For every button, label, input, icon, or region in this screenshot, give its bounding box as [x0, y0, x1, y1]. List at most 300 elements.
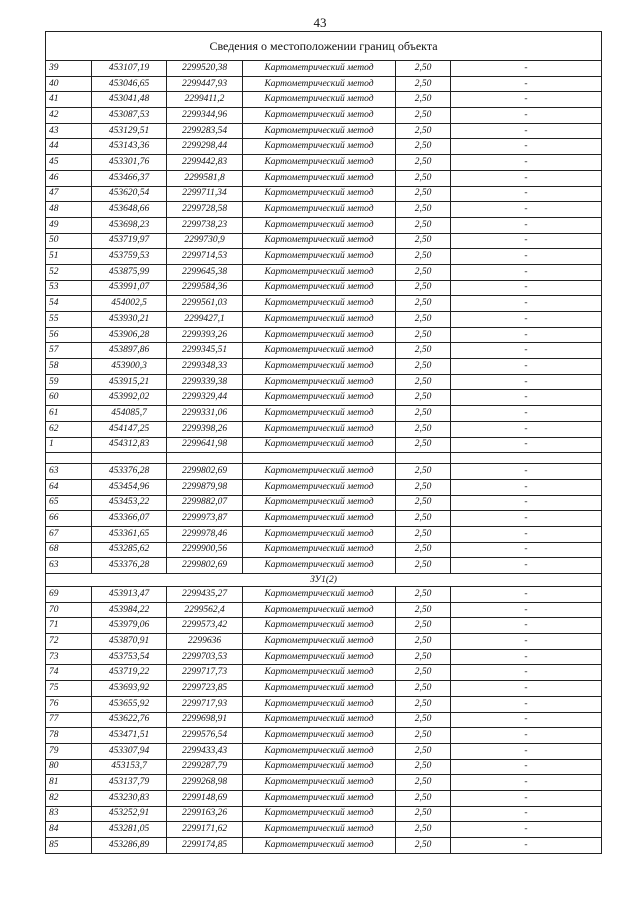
- table-row: [46, 681, 602, 697]
- spacer-row: [46, 453, 602, 464]
- precision-cell: 2,50: [396, 312, 451, 328]
- y-coordinate-cell: 2299442,83: [167, 155, 243, 171]
- x-coordinate-cell: 453698,23: [92, 217, 167, 233]
- table-row: [46, 374, 602, 390]
- precision-cell: 2,50: [396, 421, 451, 437]
- precision-cell: 2,50: [396, 139, 451, 155]
- point-number-cell: 67: [46, 526, 92, 542]
- precision-cell: 2,50: [396, 264, 451, 280]
- x-coordinate-cell: 453984,22: [92, 602, 167, 618]
- precision-cell: 2,50: [396, 406, 451, 422]
- point-number-cell: 85: [46, 838, 92, 854]
- y-coordinate-cell: 2299645,38: [167, 264, 243, 280]
- description-cell: -: [451, 217, 602, 233]
- description-cell: -: [451, 587, 602, 603]
- description-cell: -: [451, 822, 602, 838]
- precision-cell: 2,50: [396, 681, 451, 697]
- x-coordinate-cell: 453230,83: [92, 790, 167, 806]
- method-cell: Картометрический метод: [243, 139, 396, 155]
- method-cell: Картометрический метод: [243, 76, 396, 92]
- y-coordinate-cell: 2299331,06: [167, 406, 243, 422]
- description-cell: -: [451, 511, 602, 527]
- method-cell: Картометрический метод: [243, 374, 396, 390]
- precision-cell: 2,50: [396, 76, 451, 92]
- precision-cell: 2,50: [396, 92, 451, 108]
- y-coordinate-cell: 2299287,79: [167, 759, 243, 775]
- x-coordinate-cell: 453991,07: [92, 280, 167, 296]
- table-row: [46, 526, 602, 542]
- point-number-cell: 61: [46, 406, 92, 422]
- y-coordinate-cell: 2299882,07: [167, 495, 243, 511]
- description-cell: -: [451, 775, 602, 791]
- method-cell: Картометрический метод: [243, 511, 396, 527]
- point-number-cell: 55: [46, 312, 92, 328]
- point-number-cell: 43: [46, 123, 92, 139]
- table-row: [46, 249, 602, 265]
- spacer-cell: [243, 453, 396, 464]
- description-cell: -: [451, 359, 602, 375]
- method-cell: Картометрический метод: [243, 618, 396, 634]
- y-coordinate-cell: 2299561,03: [167, 296, 243, 312]
- point-number-cell: 69: [46, 587, 92, 603]
- x-coordinate-cell: 453466,37: [92, 170, 167, 186]
- table-row: [46, 822, 602, 838]
- description-cell: -: [451, 421, 602, 437]
- method-cell: Картометрический метод: [243, 681, 396, 697]
- y-coordinate-cell: 2299730,9: [167, 233, 243, 249]
- table-row: [46, 92, 602, 108]
- description-cell: -: [451, 264, 602, 280]
- x-coordinate-cell: 453693,92: [92, 681, 167, 697]
- y-coordinate-cell: 2299703,53: [167, 649, 243, 665]
- x-coordinate-cell: 453307,94: [92, 743, 167, 759]
- x-coordinate-cell: 453897,86: [92, 343, 167, 359]
- y-coordinate-cell: 2299345,51: [167, 343, 243, 359]
- table-row: [46, 437, 602, 453]
- method-cell: Картометрический метод: [243, 479, 396, 495]
- description-cell: -: [451, 495, 602, 511]
- x-coordinate-cell: 453719,22: [92, 665, 167, 681]
- x-coordinate-cell: 453648,66: [92, 202, 167, 218]
- y-coordinate-cell: 2299562,4: [167, 602, 243, 618]
- description-cell: -: [451, 526, 602, 542]
- description-cell: -: [451, 464, 602, 480]
- y-coordinate-cell: 2299348,33: [167, 359, 243, 375]
- table-row: [46, 343, 602, 359]
- precision-cell: 2,50: [396, 822, 451, 838]
- description-cell: -: [451, 665, 602, 681]
- method-cell: Картометрический метод: [243, 406, 396, 422]
- x-coordinate-cell: 453366,07: [92, 511, 167, 527]
- y-coordinate-cell: 2299393,26: [167, 327, 243, 343]
- point-number-cell: 47: [46, 186, 92, 202]
- table-row: [46, 155, 602, 171]
- precision-cell: 2,50: [396, 602, 451, 618]
- precision-cell: 2,50: [396, 542, 451, 558]
- method-cell: Картометрический метод: [243, 743, 396, 759]
- spacer-cell: [451, 453, 602, 464]
- method-cell: Картометрический метод: [243, 390, 396, 406]
- point-number-cell: 45: [46, 155, 92, 171]
- x-coordinate-cell: 453906,28: [92, 327, 167, 343]
- point-number-cell: 74: [46, 665, 92, 681]
- precision-cell: 2,50: [396, 123, 451, 139]
- y-coordinate-cell: 2299447,93: [167, 76, 243, 92]
- table-row: [46, 202, 602, 218]
- method-cell: Картометрический метод: [243, 233, 396, 249]
- x-coordinate-cell: 453992,02: [92, 390, 167, 406]
- point-number-cell: 75: [46, 681, 92, 697]
- y-coordinate-cell: 2299573,42: [167, 618, 243, 634]
- x-coordinate-cell: 453913,47: [92, 587, 167, 603]
- x-coordinate-cell: 453875,99: [92, 264, 167, 280]
- y-coordinate-cell: 2299398,26: [167, 421, 243, 437]
- point-number-cell: 72: [46, 634, 92, 650]
- precision-cell: 2,50: [396, 649, 451, 665]
- method-cell: Картометрический метод: [243, 838, 396, 854]
- method-cell: Картометрический метод: [243, 280, 396, 296]
- y-coordinate-cell: 2299738,23: [167, 217, 243, 233]
- x-coordinate-cell: 453046,65: [92, 76, 167, 92]
- table-row: [46, 806, 602, 822]
- x-coordinate-cell: 453153,7: [92, 759, 167, 775]
- table-title: Сведения о местоположении границ объекта: [46, 32, 602, 61]
- table-row: [46, 217, 602, 233]
- table-row: [46, 139, 602, 155]
- method-cell: Картометрический метод: [243, 123, 396, 139]
- table-row: [46, 602, 602, 618]
- y-coordinate-cell: 2299576,54: [167, 728, 243, 744]
- y-coordinate-cell: 2299711,34: [167, 186, 243, 202]
- point-number-cell: 56: [46, 327, 92, 343]
- precision-cell: 2,50: [396, 249, 451, 265]
- method-cell: Картометрический метод: [243, 712, 396, 728]
- table-row: [46, 61, 602, 77]
- precision-cell: 2,50: [396, 61, 451, 77]
- method-cell: Картометрический метод: [243, 464, 396, 480]
- description-cell: -: [451, 406, 602, 422]
- precision-cell: 2,50: [396, 495, 451, 511]
- section-label: ЗУ1(2): [46, 574, 602, 587]
- table-row: [46, 542, 602, 558]
- precision-cell: 2,50: [396, 296, 451, 312]
- method-cell: Картометрический метод: [243, 696, 396, 712]
- method-cell: Картометрический метод: [243, 264, 396, 280]
- point-number-cell: 53: [46, 280, 92, 296]
- method-cell: Картометрический метод: [243, 61, 396, 77]
- point-number-cell: 39: [46, 61, 92, 77]
- table-row: [46, 186, 602, 202]
- y-coordinate-cell: 2299163,26: [167, 806, 243, 822]
- x-coordinate-cell: 453087,53: [92, 108, 167, 124]
- y-coordinate-cell: 2299298,44: [167, 139, 243, 155]
- y-coordinate-cell: 2299339,38: [167, 374, 243, 390]
- point-number-cell: 51: [46, 249, 92, 265]
- description-cell: -: [451, 806, 602, 822]
- precision-cell: 2,50: [396, 743, 451, 759]
- x-coordinate-cell: 453870,91: [92, 634, 167, 650]
- x-coordinate-cell: 453107,19: [92, 61, 167, 77]
- x-coordinate-cell: 453454,96: [92, 479, 167, 495]
- description-cell: -: [451, 123, 602, 139]
- y-coordinate-cell: 2299641,98: [167, 437, 243, 453]
- y-coordinate-cell: 2299433,43: [167, 743, 243, 759]
- x-coordinate-cell: 453376,28: [92, 464, 167, 480]
- x-coordinate-cell: 453753,54: [92, 649, 167, 665]
- precision-cell: 2,50: [396, 806, 451, 822]
- y-coordinate-cell: 2299714,53: [167, 249, 243, 265]
- precision-cell: 2,50: [396, 587, 451, 603]
- point-number-cell: 73: [46, 649, 92, 665]
- table-row: [46, 264, 602, 280]
- description-cell: -: [451, 108, 602, 124]
- y-coordinate-cell: 2299520,38: [167, 61, 243, 77]
- description-cell: -: [451, 634, 602, 650]
- precision-cell: 2,50: [396, 526, 451, 542]
- x-coordinate-cell: 454085,7: [92, 406, 167, 422]
- method-cell: Картометрический метод: [243, 822, 396, 838]
- precision-cell: 2,50: [396, 696, 451, 712]
- x-coordinate-cell: 453915,21: [92, 374, 167, 390]
- point-number-cell: 62: [46, 421, 92, 437]
- point-number-cell: 81: [46, 775, 92, 791]
- y-coordinate-cell: 2299344,96: [167, 108, 243, 124]
- description-cell: -: [451, 696, 602, 712]
- description-cell: -: [451, 838, 602, 854]
- point-number-cell: 78: [46, 728, 92, 744]
- description-cell: -: [451, 155, 602, 171]
- y-coordinate-cell: 2299978,46: [167, 526, 243, 542]
- table-row: [46, 233, 602, 249]
- x-coordinate-cell: 453719,97: [92, 233, 167, 249]
- table-row: [46, 743, 602, 759]
- description-cell: -: [451, 712, 602, 728]
- method-cell: Картометрический метод: [243, 312, 396, 328]
- precision-cell: 2,50: [396, 155, 451, 171]
- method-cell: Картометрический метод: [243, 170, 396, 186]
- method-cell: Картометрический метод: [243, 806, 396, 822]
- y-coordinate-cell: 2299973,87: [167, 511, 243, 527]
- x-coordinate-cell: 453252,91: [92, 806, 167, 822]
- method-cell: Картометрический метод: [243, 649, 396, 665]
- table-row: [46, 390, 602, 406]
- x-coordinate-cell: 453129,51: [92, 123, 167, 139]
- table-row: [46, 728, 602, 744]
- table-row: [46, 76, 602, 92]
- point-number-cell: 82: [46, 790, 92, 806]
- method-cell: Картометрический метод: [243, 665, 396, 681]
- x-coordinate-cell: 453143,36: [92, 139, 167, 155]
- precision-cell: 2,50: [396, 186, 451, 202]
- x-coordinate-cell: 453471,51: [92, 728, 167, 744]
- description-cell: -: [451, 296, 602, 312]
- method-cell: Картометрический метод: [243, 92, 396, 108]
- description-cell: -: [451, 170, 602, 186]
- table-row: [46, 618, 602, 634]
- point-number-cell: 44: [46, 139, 92, 155]
- y-coordinate-cell: 2299723,85: [167, 681, 243, 697]
- table-row: [46, 712, 602, 728]
- table-row: [46, 775, 602, 791]
- description-cell: -: [451, 602, 602, 618]
- table-row: [46, 511, 602, 527]
- method-cell: Картометрический метод: [243, 296, 396, 312]
- x-coordinate-cell: 453281,05: [92, 822, 167, 838]
- point-number-cell: 54: [46, 296, 92, 312]
- table-row: [46, 558, 602, 574]
- precision-cell: 2,50: [396, 327, 451, 343]
- y-coordinate-cell: 2299283,54: [167, 123, 243, 139]
- y-coordinate-cell: 2299435,27: [167, 587, 243, 603]
- point-number-cell: 83: [46, 806, 92, 822]
- method-cell: Картометрический метод: [243, 728, 396, 744]
- table-row: [46, 280, 602, 296]
- y-coordinate-cell: 2299900,56: [167, 542, 243, 558]
- x-coordinate-cell: 453361,65: [92, 526, 167, 542]
- point-number-cell: 46: [46, 170, 92, 186]
- y-coordinate-cell: 2299581,8: [167, 170, 243, 186]
- y-coordinate-cell: 2299427,1: [167, 312, 243, 328]
- table-row: [46, 327, 602, 343]
- precision-cell: 2,50: [396, 390, 451, 406]
- x-coordinate-cell: 453759,53: [92, 249, 167, 265]
- point-number-cell: 65: [46, 495, 92, 511]
- x-coordinate-cell: 453041,48: [92, 92, 167, 108]
- precision-cell: 2,50: [396, 170, 451, 186]
- precision-cell: 2,50: [396, 511, 451, 527]
- precision-cell: 2,50: [396, 665, 451, 681]
- point-number-cell: 70: [46, 602, 92, 618]
- method-cell: Картометрический метод: [243, 421, 396, 437]
- precision-cell: 2,50: [396, 233, 451, 249]
- x-coordinate-cell: 453376,28: [92, 558, 167, 574]
- x-coordinate-cell: 453285,62: [92, 542, 167, 558]
- method-cell: Картометрический метод: [243, 542, 396, 558]
- y-coordinate-cell: 2299148,69: [167, 790, 243, 806]
- x-coordinate-cell: 453979,06: [92, 618, 167, 634]
- point-number-cell: 63: [46, 558, 92, 574]
- y-coordinate-cell: 2299411,2: [167, 92, 243, 108]
- y-coordinate-cell: 2299636: [167, 634, 243, 650]
- precision-cell: 2,50: [396, 217, 451, 233]
- description-cell: -: [451, 61, 602, 77]
- point-number-cell: 59: [46, 374, 92, 390]
- precision-cell: 2,50: [396, 437, 451, 453]
- point-number-cell: 80: [46, 759, 92, 775]
- description-cell: -: [451, 186, 602, 202]
- x-coordinate-cell: 453620,54: [92, 186, 167, 202]
- description-cell: -: [451, 790, 602, 806]
- x-coordinate-cell: 454147,25: [92, 421, 167, 437]
- method-cell: Картометрический метод: [243, 602, 396, 618]
- description-cell: -: [451, 92, 602, 108]
- description-cell: -: [451, 312, 602, 328]
- y-coordinate-cell: 2299174,85: [167, 838, 243, 854]
- point-number-cell: 58: [46, 359, 92, 375]
- y-coordinate-cell: 2299879,98: [167, 479, 243, 495]
- y-coordinate-cell: 2299698,91: [167, 712, 243, 728]
- precision-cell: 2,50: [396, 790, 451, 806]
- precision-cell: 2,50: [396, 108, 451, 124]
- x-coordinate-cell: 453622,76: [92, 712, 167, 728]
- description-cell: -: [451, 374, 602, 390]
- description-cell: -: [451, 759, 602, 775]
- description-cell: -: [451, 542, 602, 558]
- precision-cell: 2,50: [396, 202, 451, 218]
- y-coordinate-cell: 2299584,36: [167, 280, 243, 296]
- table-row: [46, 108, 602, 124]
- point-number-cell: 84: [46, 822, 92, 838]
- table-row: [46, 479, 602, 495]
- description-cell: -: [451, 76, 602, 92]
- precision-cell: 2,50: [396, 359, 451, 375]
- method-cell: Картометрический метод: [243, 343, 396, 359]
- method-cell: Картометрический метод: [243, 437, 396, 453]
- point-number-cell: 66: [46, 511, 92, 527]
- precision-cell: 2,50: [396, 712, 451, 728]
- table-row: [46, 312, 602, 328]
- method-cell: Картометрический метод: [243, 249, 396, 265]
- method-cell: Картометрический метод: [243, 495, 396, 511]
- description-cell: -: [451, 558, 602, 574]
- y-coordinate-cell: 2299728,58: [167, 202, 243, 218]
- method-cell: Картометрический метод: [243, 155, 396, 171]
- table-row: [46, 634, 602, 650]
- x-coordinate-cell: 453301,76: [92, 155, 167, 171]
- method-cell: Картометрический метод: [243, 202, 396, 218]
- point-number-cell: 41: [46, 92, 92, 108]
- description-cell: -: [451, 437, 602, 453]
- point-number-cell: 68: [46, 542, 92, 558]
- boundary-coordinates-table: [45, 31, 602, 854]
- precision-cell: 2,50: [396, 618, 451, 634]
- precision-cell: 2,50: [396, 634, 451, 650]
- x-coordinate-cell: 453930,21: [92, 312, 167, 328]
- table-row: [46, 464, 602, 480]
- table-row: [46, 495, 602, 511]
- spacer-cell: [167, 453, 243, 464]
- spacer-cell: [46, 453, 92, 464]
- precision-cell: 2,50: [396, 728, 451, 744]
- method-cell: Картометрический метод: [243, 790, 396, 806]
- description-cell: -: [451, 249, 602, 265]
- method-cell: Картометрический метод: [243, 359, 396, 375]
- point-number-cell: 64: [46, 479, 92, 495]
- point-number-cell: 76: [46, 696, 92, 712]
- method-cell: Картометрический метод: [243, 327, 396, 343]
- method-cell: Картометрический метод: [243, 186, 396, 202]
- point-number-cell: 42: [46, 108, 92, 124]
- description-cell: -: [451, 743, 602, 759]
- description-cell: -: [451, 139, 602, 155]
- method-cell: Картометрический метод: [243, 775, 396, 791]
- precision-cell: 2,50: [396, 558, 451, 574]
- description-cell: -: [451, 479, 602, 495]
- x-coordinate-cell: 453900,3: [92, 359, 167, 375]
- description-cell: -: [451, 202, 602, 218]
- spacer-cell: [396, 453, 451, 464]
- table-row: [46, 406, 602, 422]
- description-cell: -: [451, 390, 602, 406]
- point-number-cell: 79: [46, 743, 92, 759]
- point-number-cell: 77: [46, 712, 92, 728]
- method-cell: Картометрический метод: [243, 634, 396, 650]
- method-cell: Картометрический метод: [243, 108, 396, 124]
- table-row: [46, 649, 602, 665]
- description-cell: -: [451, 681, 602, 697]
- x-coordinate-cell: 453286,89: [92, 838, 167, 854]
- description-cell: -: [451, 280, 602, 296]
